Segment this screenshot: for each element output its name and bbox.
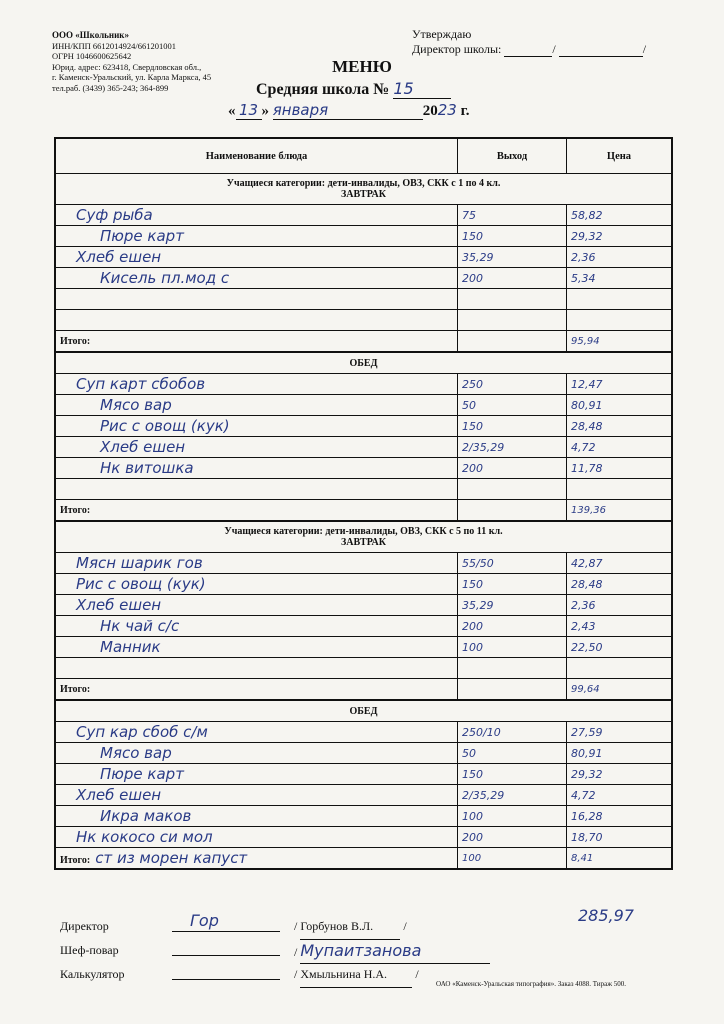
quote-open: « bbox=[228, 103, 236, 119]
org-line: г. Каменск-Уральский, ул. Карла Маркса, 45 bbox=[52, 72, 212, 83]
dish-price: 11,78 bbox=[567, 458, 673, 479]
table-row bbox=[55, 310, 672, 331]
dish-price: 5,34 bbox=[567, 268, 673, 289]
total-row bbox=[55, 679, 672, 701]
table-row bbox=[55, 437, 672, 458]
dish-price: 80,91 bbox=[567, 395, 673, 416]
section-category: Учащиеся категории: дети-инвалиды, ОВЗ, СКК с 5 по 11 кл. bbox=[224, 526, 503, 537]
dish-price: 27,59 bbox=[567, 722, 673, 743]
dish-price: 29,32 bbox=[567, 764, 673, 785]
dish-price: 12,47 bbox=[567, 374, 673, 395]
table-row bbox=[55, 374, 672, 395]
dish-price: 2,43 bbox=[567, 616, 673, 637]
total-row bbox=[55, 500, 672, 522]
dish-output: 35,29 bbox=[458, 595, 567, 616]
dish-price: 80,91 bbox=[567, 743, 673, 764]
dish-output: 2/35,29 bbox=[458, 437, 567, 458]
dish-name: Хлеб ешен bbox=[55, 247, 458, 268]
table-row bbox=[55, 479, 672, 500]
dish-output: 250/10 bbox=[458, 722, 567, 743]
dish-name bbox=[55, 658, 458, 679]
table-row bbox=[55, 226, 672, 247]
quote-close: » bbox=[261, 103, 269, 119]
section-meal: ЗАВТРАК bbox=[340, 537, 386, 548]
org-name: ООО «Школьник» bbox=[52, 30, 129, 40]
table-row bbox=[55, 395, 672, 416]
role-label: Калькулятор bbox=[60, 967, 125, 981]
dish-name: Пюре карт bbox=[55, 764, 458, 785]
dish-price: 4,72 bbox=[567, 437, 673, 458]
dish-output: 2/35,29 bbox=[458, 785, 567, 806]
school-number: 15 bbox=[393, 79, 451, 99]
table-row bbox=[55, 289, 672, 310]
dish-name: Манник bbox=[55, 637, 458, 658]
grand-total: 285,97 bbox=[578, 906, 634, 925]
section-title bbox=[55, 174, 672, 205]
school-label: Средняя школа № bbox=[256, 81, 390, 98]
approve-label: Утверждаю bbox=[412, 27, 472, 41]
section-category: Учащиеся категории: дети-инвалиды, ОВЗ, СКК с 1 по 4 кл. bbox=[226, 178, 501, 189]
table-header-row bbox=[55, 138, 672, 174]
table-row bbox=[55, 637, 672, 658]
dish-price bbox=[567, 289, 673, 310]
table-row bbox=[55, 827, 672, 848]
total-label: Итого: bbox=[60, 855, 91, 866]
table-row bbox=[55, 616, 672, 637]
approval-block: Утверждаю Директор школы: / / bbox=[412, 27, 647, 56]
section-meal: ЗАВТРАК bbox=[340, 189, 386, 200]
dish-price: 18,70 bbox=[567, 827, 673, 848]
dish-output: 150 bbox=[458, 764, 567, 785]
signer-name: / Горбунов В.Л. / bbox=[294, 914, 407, 940]
dish-output: 50 bbox=[458, 395, 567, 416]
total-output bbox=[458, 500, 567, 522]
year-suffix: 23 bbox=[437, 101, 457, 119]
table-row bbox=[55, 247, 672, 268]
table-row bbox=[55, 553, 672, 574]
dish-name: Суп карт сбобов bbox=[55, 374, 458, 395]
section-meal: ОБЕД bbox=[55, 700, 672, 722]
dish-name: Суф рыба bbox=[55, 205, 458, 226]
dish-output: 55/50 bbox=[458, 553, 567, 574]
dish-output: 100 bbox=[458, 637, 567, 658]
dish-output: 200 bbox=[458, 458, 567, 479]
section-header bbox=[55, 174, 672, 205]
signature-line bbox=[172, 914, 280, 932]
year-prefix: 20 bbox=[422, 103, 438, 119]
dish-name: Кисель пл.мод с bbox=[55, 268, 458, 289]
dish-name: Хлеб ешен bbox=[55, 437, 458, 458]
table-row bbox=[55, 764, 672, 785]
page-title: МЕНЮ bbox=[332, 57, 392, 76]
dish-name bbox=[55, 479, 458, 500]
dish-name: Хлеб ешен bbox=[55, 595, 458, 616]
org-line: тел.раб. (3439) 365-243; 364-899 bbox=[52, 82, 169, 93]
total-row bbox=[55, 848, 672, 870]
total-value: 95,94 bbox=[567, 331, 673, 353]
section-header bbox=[55, 352, 672, 374]
table-row bbox=[55, 268, 672, 289]
dish-name bbox=[55, 289, 458, 310]
signer-name-text: Хмыльнина Н.А. bbox=[300, 962, 412, 988]
header-price: Цена bbox=[567, 138, 673, 174]
date-day: 13 bbox=[236, 101, 262, 120]
total-row bbox=[55, 331, 672, 353]
year-g: г. bbox=[460, 103, 470, 119]
school-line bbox=[256, 79, 451, 99]
handwritten-signature: Гор bbox=[190, 911, 219, 930]
signer-name: / Мупаитзанова bbox=[294, 938, 490, 965]
dish-output: 150 bbox=[458, 574, 567, 595]
dish-price: 42,87 bbox=[567, 553, 673, 574]
dish-name: Мясо вар bbox=[55, 395, 458, 416]
org-line: ОГРН 1046600625642 bbox=[52, 51, 132, 62]
dish-output bbox=[458, 658, 567, 679]
dish-output bbox=[458, 310, 567, 331]
director-label: Директор школы: bbox=[412, 42, 502, 56]
dish-name: Нк кокосо си мол bbox=[55, 827, 458, 848]
signature-line bbox=[172, 962, 280, 980]
role-label: Шеф-повар bbox=[60, 943, 119, 957]
dish-price: 58,82 bbox=[567, 205, 673, 226]
dish-output: 35,29 bbox=[458, 247, 567, 268]
section-header bbox=[55, 700, 672, 722]
dish-name: Икра маков bbox=[55, 806, 458, 827]
total-label: Итого: bbox=[55, 331, 458, 353]
total-value: 139,36 bbox=[567, 500, 673, 522]
dish-name bbox=[55, 310, 458, 331]
dish-output: 200 bbox=[458, 827, 567, 848]
table-row bbox=[55, 743, 672, 764]
header-output: Выход bbox=[458, 138, 567, 174]
dish-price bbox=[567, 658, 673, 679]
table-row bbox=[55, 205, 672, 226]
date-line bbox=[228, 101, 469, 120]
total-label-cell bbox=[55, 848, 458, 870]
dish-output bbox=[458, 479, 567, 500]
signature-line bbox=[172, 938, 280, 956]
dish-output: 100 bbox=[458, 848, 567, 870]
org-line: Юрид. адрес: 623418, Свердловская обл., bbox=[52, 61, 202, 72]
header-dish: Наименование блюда bbox=[55, 138, 458, 174]
table-row bbox=[55, 574, 672, 595]
date-month: января bbox=[273, 101, 423, 120]
table-row bbox=[55, 785, 672, 806]
table-row bbox=[55, 595, 672, 616]
dish-name: Суп кар сбоб с/м bbox=[55, 722, 458, 743]
signature-row-director bbox=[60, 911, 560, 939]
role-label: Директор bbox=[60, 919, 109, 933]
table-row bbox=[55, 806, 672, 827]
dish-output: 150 bbox=[458, 416, 567, 437]
section-header bbox=[55, 521, 672, 553]
dish-output: 50 bbox=[458, 743, 567, 764]
total-output bbox=[458, 331, 567, 353]
org-line: ИНН/КПП 6612014924/661201001 bbox=[52, 40, 176, 51]
signature-row-chef bbox=[60, 938, 560, 963]
dish-price: 16,28 bbox=[567, 806, 673, 827]
dish-name: Хлеб ешен bbox=[55, 785, 458, 806]
dish-output bbox=[458, 289, 567, 310]
dish-name: Мясн шарик гов bbox=[55, 553, 458, 574]
dish-price: 2,36 bbox=[567, 247, 673, 268]
total-output bbox=[458, 679, 567, 701]
dish-name: Нк витошка bbox=[55, 458, 458, 479]
dish-price: 4,72 bbox=[567, 785, 673, 806]
dish-price: 8,41 bbox=[567, 848, 673, 870]
dish-name: Рис с овощ (кук) bbox=[55, 574, 458, 595]
signer-handwritten-name: Мупаитзанова bbox=[300, 938, 490, 964]
dish-output: 100 bbox=[458, 806, 567, 827]
table-row bbox=[55, 658, 672, 679]
dish-name: Мясо вар bbox=[55, 743, 458, 764]
dish-output: 250 bbox=[458, 374, 567, 395]
total-label: Итого: bbox=[55, 679, 458, 701]
signer-name-text: Горбунов В.Л. bbox=[300, 914, 400, 940]
dish-name: ст из морен капуст bbox=[95, 849, 248, 867]
dish-name: Пюре карт bbox=[55, 226, 458, 247]
dish-output: 75 bbox=[458, 205, 567, 226]
dish-name: Рис с овощ (кук) bbox=[55, 416, 458, 437]
dish-price: 22,50 bbox=[567, 637, 673, 658]
dish-price bbox=[567, 310, 673, 331]
dish-output: 150 bbox=[458, 226, 567, 247]
dish-price: 28,48 bbox=[567, 416, 673, 437]
dish-output: 200 bbox=[458, 268, 567, 289]
section-title bbox=[55, 521, 672, 553]
dish-price: 2,36 bbox=[567, 595, 673, 616]
dish-price: 28,48 bbox=[567, 574, 673, 595]
section-meal: ОБЕД bbox=[55, 352, 672, 374]
total-value: 99,64 bbox=[567, 679, 673, 701]
dish-price bbox=[567, 479, 673, 500]
printer-footer: ОАО «Каменск-Уральская типография». Заказ 4088. Тираж 500. bbox=[436, 980, 627, 988]
signer-name: / Хмыльнина Н.А. / bbox=[294, 962, 419, 988]
dish-output: 200 bbox=[458, 616, 567, 637]
total-label: Итого: bbox=[55, 500, 458, 522]
dish-price: 29,32 bbox=[567, 226, 673, 247]
table-row bbox=[55, 722, 672, 743]
dish-name: Нк чай с/с bbox=[55, 616, 458, 637]
menu-table bbox=[54, 137, 673, 870]
table-row bbox=[55, 458, 672, 479]
table-row bbox=[55, 416, 672, 437]
